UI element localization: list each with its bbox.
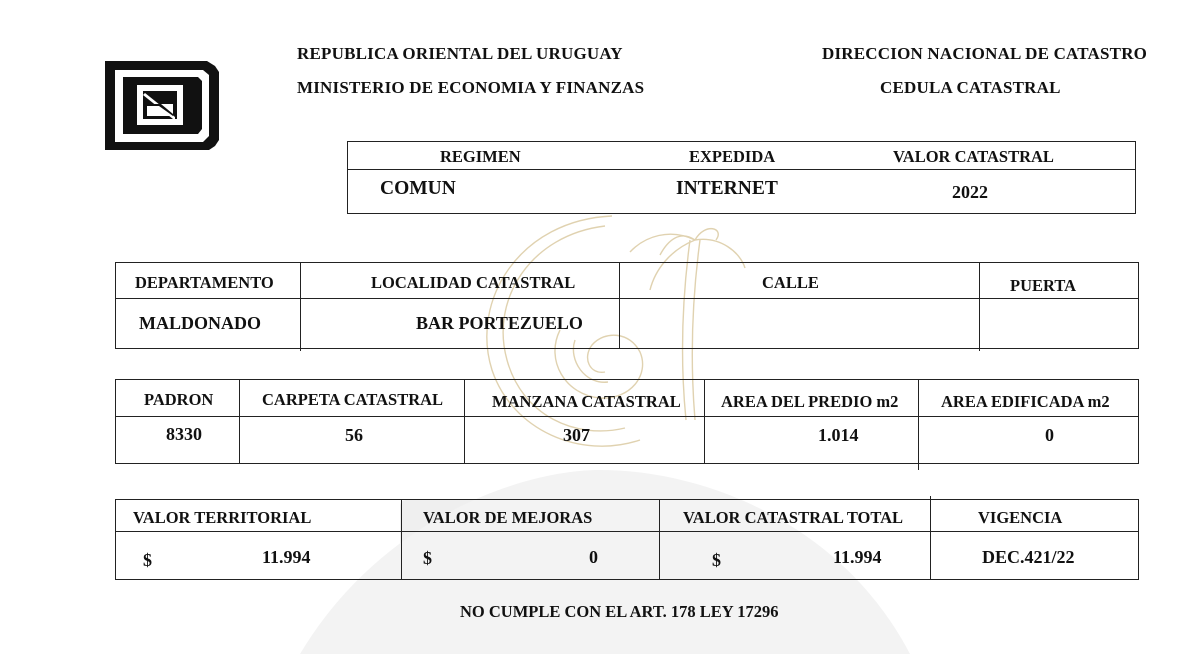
cadastral-value-year: 2022: [952, 182, 988, 202]
block-value: 307: [563, 425, 590, 445]
lot-area-header: AREA DEL PREDIO m2: [721, 392, 899, 411]
issued-value: INTERNET: [676, 178, 778, 199]
parcel-col-sep: [918, 380, 919, 470]
padron-header: PADRON: [144, 390, 214, 409]
total-value: 11.994: [833, 547, 882, 567]
location-divider: [116, 298, 1138, 299]
built-area-value: 0: [1045, 425, 1054, 445]
parcel-col-sep: [704, 380, 705, 464]
ministry-title: MINISTERIO DE ECONOMIA Y FINANZAS: [297, 78, 645, 97]
validity-header: VIGENCIA: [978, 508, 1063, 527]
compliance-note: NO CUMPLE CON EL ART. 178 LEY 17296: [460, 602, 779, 621]
currency-symbol: $: [423, 548, 432, 568]
document-type-title: CEDULA CATASTRAL: [880, 78, 1061, 97]
issued-header: EXPEDIDA: [689, 147, 776, 166]
parcel-divider: [116, 416, 1138, 417]
block-header: MANZANA CATASTRAL: [492, 392, 681, 411]
door-header: PUERTA: [1010, 276, 1077, 295]
lot-area-value: 1.014: [818, 425, 859, 445]
value-col-sep: [401, 500, 402, 580]
padron-value: 8330: [166, 424, 202, 444]
folder-value: 56: [345, 425, 363, 445]
republic-title: REPUBLICA ORIENTAL DEL URUGUAY: [297, 44, 623, 63]
parcel-col-sep: [239, 380, 240, 464]
validity-value: DEC.421/22: [982, 547, 1075, 567]
regime-value: COMUN: [380, 178, 456, 199]
currency-symbol: $: [712, 550, 721, 570]
location-col-sep: [300, 263, 301, 351]
land-value-header: VALOR TERRITORIAL: [133, 508, 312, 527]
regime-header: REGIMEN: [440, 147, 521, 166]
folder-header: CARPETA CATASTRAL: [262, 390, 444, 409]
improvements-header: VALOR DE MEJORAS: [423, 508, 593, 527]
cadastral-value-year-header: VALOR CATASTRAL: [893, 147, 1054, 166]
regime-divider: [348, 169, 1135, 170]
street-header: CALLE: [762, 273, 819, 292]
location-col-sep: [979, 263, 980, 351]
direction-title: DIRECCION NACIONAL DE CATASTRO: [822, 44, 1148, 63]
improvements-value: 0: [589, 547, 598, 567]
department-value: MALDONADO: [139, 313, 261, 333]
land-value: 11.994: [262, 547, 311, 567]
parcel-col-sep: [464, 380, 465, 464]
value-divider: [116, 531, 1138, 532]
location-col-sep: [619, 263, 620, 349]
total-value-header: VALOR CATASTRAL TOTAL: [683, 508, 904, 527]
built-area-header: AREA EDIFICADA m2: [941, 392, 1110, 411]
value-col-sep: [659, 500, 660, 580]
locality-value: BAR PORTEZUELO: [416, 313, 583, 333]
value-col-sep: [930, 496, 931, 580]
department-header: DEPARTAMENTO: [135, 273, 274, 292]
catastro-logo-icon: [103, 60, 221, 153]
currency-symbol: $: [143, 550, 152, 570]
locality-header: LOCALIDAD CATASTRAL: [371, 273, 576, 292]
